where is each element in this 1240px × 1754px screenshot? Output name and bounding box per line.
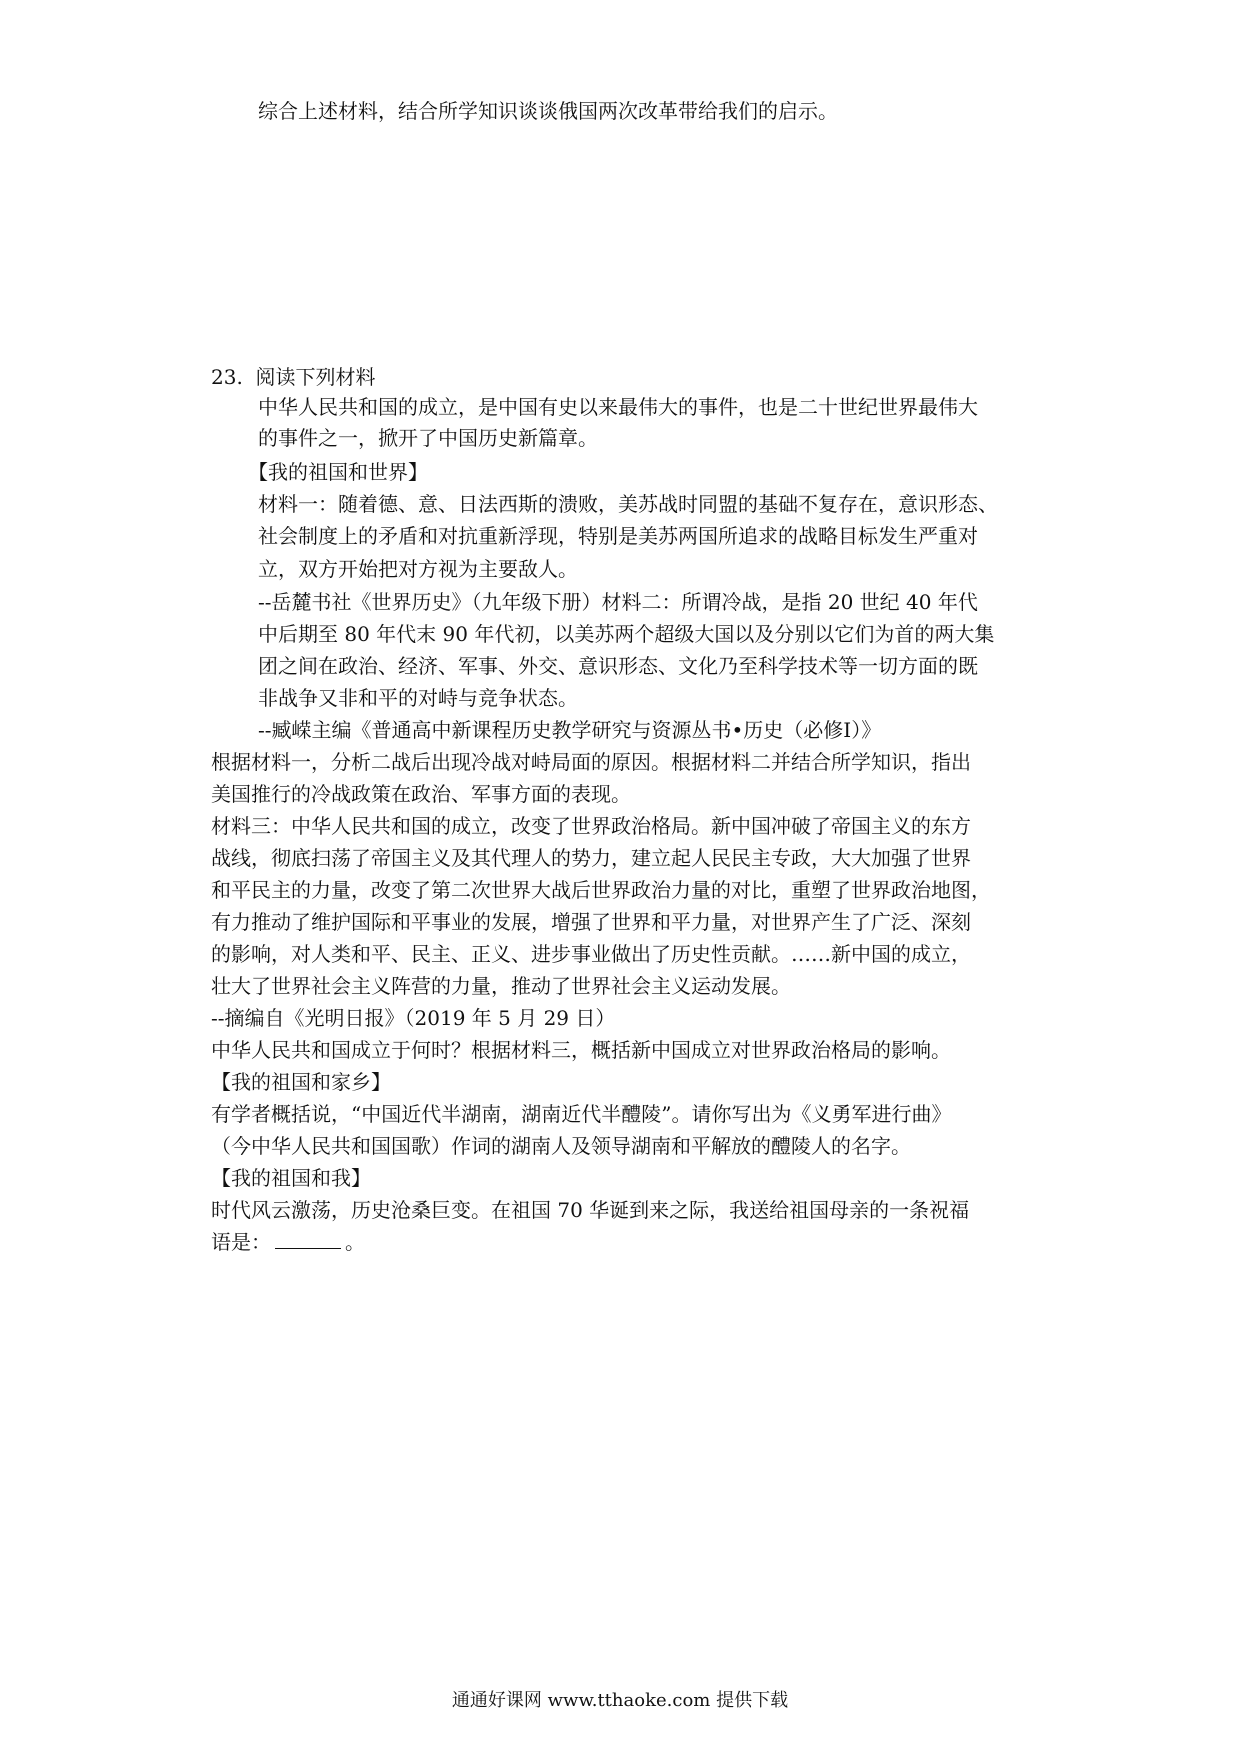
material3-line-4: 有力推动了维护国际和平事业的发展，增强了世界和平力量，对世界产生了广泛、深刻	[211, 910, 971, 934]
question-number: 23.	[211, 365, 243, 389]
question-title: 阅读下列材料	[255, 365, 376, 389]
question-b: 中华人民共和国成立于何时？根据材料三，概括新中国成立对世界政治格局的影响。	[211, 1038, 951, 1062]
section-heading-hometown: 【我的祖国和家乡】	[211, 1070, 391, 1094]
closing-prompt: 综合上述材料，结合所学知识谈谈俄国两次改革带给我们的启示。	[258, 99, 838, 123]
material2-line-2: 中后期至 80 年代末 90 年代初，以美苏两个超级大国以及分别以它们为首的两大集	[258, 622, 995, 646]
page-footer: 通通好课网 www.tthaoke.com 提供下载	[451, 1690, 789, 1711]
question-a-line-2: 美国推行的冷战政策在政治、军事方面的表现。	[211, 782, 631, 806]
material3-line-5: 的影响，对人类和平、民主、正义、进步事业做出了历史性贡献。……新中国的成立，	[211, 942, 971, 966]
intro-line-2: 的事件之一，掀开了中国历史新篇章。	[258, 426, 598, 450]
section-heading-world: 【我的祖国和世界】	[248, 460, 428, 484]
question-c-line-2: （今中华人民共和国国歌）作词的湖南人及领导湖南和平解放的醴陵人的名字。	[211, 1134, 911, 1158]
material3-line-2: 战线，彻底扫荡了帝国主义及其代理人的势力，建立起人民民主专政，大大加强了世界	[211, 846, 971, 870]
intro-line-1: 中华人民共和国的成立，是中国有史以来最伟大的事件，也是二十世纪世界最伟大	[258, 395, 978, 419]
section-heading-me: 【我的祖国和我】	[211, 1166, 371, 1190]
material2-line-4: 非战争又非和平的对峙与竞争状态。	[258, 686, 578, 710]
material2-line-3: 团之间在政治、经济、军事、外交、意识形态、文化乃至科学技术等一切方面的既	[258, 654, 978, 678]
question-d-line-2	[211, 1228, 365, 1256]
material1-line-1: 材料一：随着德、意、日法西斯的溃败，美苏战时同盟的基础不复存在，意识形态、	[258, 492, 998, 516]
question-d-line-1: 时代风云激荡，历史沧桑巨变。在祖国 70 华诞到来之际，我送给祖国母亲的一条祝福	[211, 1198, 970, 1222]
question-c-line-1: 有学者概括说，“中国近代半湖南，湖南近代半醴陵”。请你写出为《义勇军进行曲》	[211, 1102, 952, 1126]
material3-line-1: 材料三：中华人民共和国的成立，改变了世界政治格局。新中国冲破了帝国主义的东方	[211, 814, 971, 838]
material2-source: --臧嵘主编《普通高中新课程历史教学研究与资源丛书•历史（必修Ⅰ）》	[258, 718, 882, 742]
question-23-header	[211, 363, 376, 391]
material2-line-1: --岳麓书社《世界历史》（九年级下册）材料二：所谓冷战，是指 20 世纪 40 年代	[258, 590, 978, 614]
material1-line-3: 立，双方开始把对方视为主要敌人。	[258, 557, 578, 581]
answer-blank[interactable]	[275, 1230, 341, 1249]
question-a-line-1: 根据材料一，分析二战后出现冷战对峙局面的原因。根据材料二并结合所学知识，指出	[211, 750, 971, 774]
material1-line-2: 社会制度上的矛盾和对抗重新浮现，特别是美苏两国所追求的战略目标发生严重对	[258, 524, 978, 548]
answer-suffix: 。	[345, 1230, 365, 1254]
material3-line-3: 和平民主的力量，改变了第二次世界大战后世界政治力量的对比，重塑了世界政治地图，	[211, 878, 991, 902]
material3-line-6: 壮大了世界社会主义阵营的力量，推动了世界社会主义运动发展。	[211, 974, 791, 998]
answer-prefix: 语是：	[211, 1230, 271, 1254]
material3-source: --摘编自《光明日报》（2019 年 5 月 29 日）	[211, 1006, 616, 1030]
